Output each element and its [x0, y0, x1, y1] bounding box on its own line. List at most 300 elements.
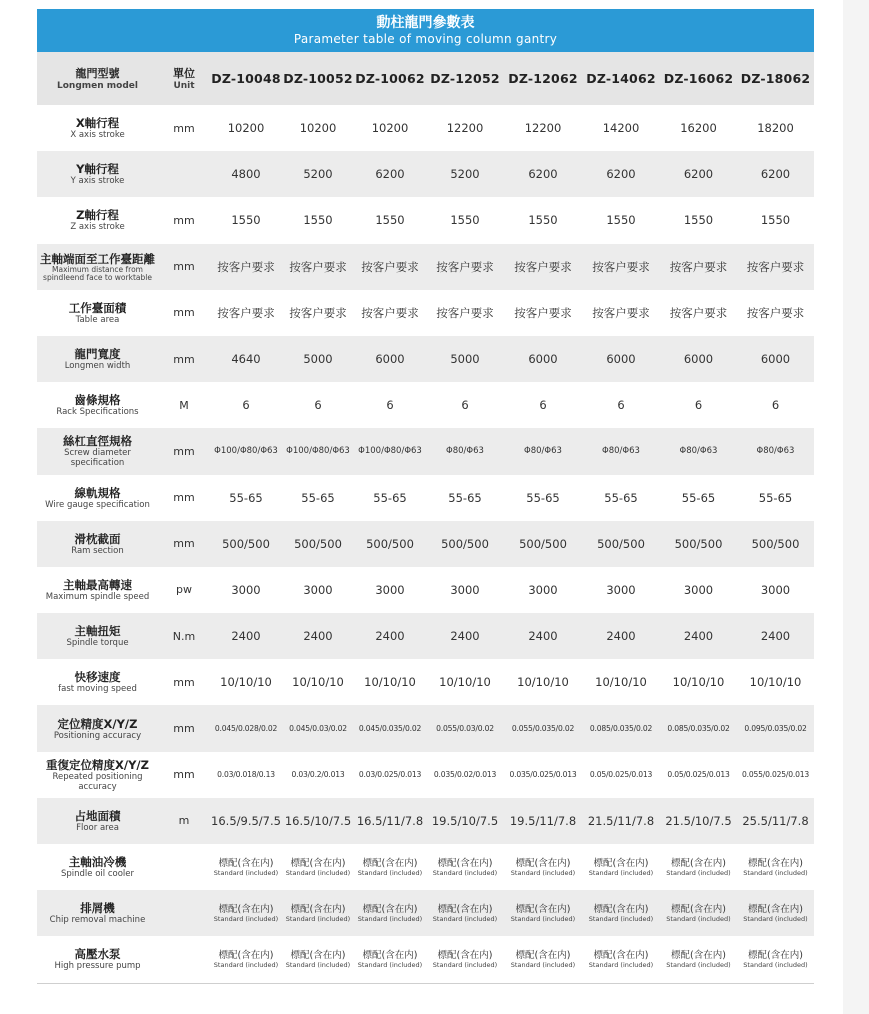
value-cell — [282, 890, 354, 936]
standard-label-zh: 標配(含在内) — [290, 857, 346, 869]
title-zh: 動柱龍門參數表 — [376, 15, 475, 31]
value-cell: 10/10/10 — [364, 675, 416, 690]
unit-cell: mm — [173, 675, 195, 689]
table-row — [37, 844, 814, 890]
value-cell: Φ80/Φ63 — [426, 428, 504, 474]
unit-cell — [158, 844, 210, 890]
param-label-zh: 定位精度X/Y/Z — [57, 716, 138, 731]
param-label-zh: 主軸最高轉速 — [63, 577, 132, 592]
value-cell: 16.5/9.5/7.5 — [210, 798, 282, 844]
table-row — [37, 197, 814, 243]
unit-cell: pw — [176, 583, 192, 597]
model-header: DZ-10048 — [210, 52, 282, 105]
value-cell: 5000 — [426, 336, 504, 382]
value-cell — [354, 844, 426, 890]
standard-label-en: Standard (included) — [213, 914, 279, 923]
standard-label-zh: 標配(含在内) — [593, 857, 649, 869]
value-cell: 1550 — [760, 213, 791, 228]
param-label-en: Spindle oil cooler — [60, 869, 134, 880]
unit-cell: mm — [173, 121, 195, 135]
value-cell: 按客户要求 — [504, 244, 582, 290]
standard-label-zh: 標配(含在内) — [290, 903, 346, 915]
standard-label-zh: 標配(含在内) — [748, 949, 803, 961]
value-cell: 0.05/0.025/0.013 — [589, 770, 653, 780]
standard-label-zh: 標配(含在内) — [218, 857, 274, 869]
param-label-zh: 齒條規格 — [74, 393, 121, 408]
value-cell: 10/10/10 — [292, 675, 344, 690]
value-cell — [660, 890, 737, 936]
unit-cell: mm — [158, 244, 210, 290]
value-cell: 6200 — [737, 151, 814, 197]
standard-label-zh: 標配(含在内) — [218, 903, 274, 915]
value-cell — [660, 936, 737, 982]
value-cell: 1550 — [528, 213, 558, 228]
param-cell — [37, 936, 158, 982]
value-cell: 500/500 — [660, 521, 737, 567]
value-cell: 0.095/0.035/0.02 — [737, 705, 814, 751]
value-cell: Φ100/Φ80/Φ63 — [354, 428, 426, 474]
value-cell: 6000 — [354, 336, 426, 382]
param-cell — [37, 105, 158, 151]
param-label-en: Rack Specifications — [56, 407, 139, 418]
value-cell: 500/500 — [737, 521, 814, 567]
param-label-en: Chip removal machine — [49, 915, 146, 926]
unit-header-en: Unit — [173, 80, 195, 91]
standard-label-en: Standard (included) — [432, 914, 498, 923]
param-cell — [37, 567, 158, 613]
param-header-en: Longmen model — [57, 80, 138, 91]
value-cell: 6200 — [582, 151, 660, 197]
unit-cell — [158, 151, 210, 197]
table-row — [37, 290, 814, 336]
standard-label-zh: 標配(含在内) — [437, 857, 493, 869]
value-cell: 55-65 — [301, 490, 335, 505]
value-cell: 500/500 — [582, 521, 660, 567]
title-en: Parameter table of moving column gantry — [293, 32, 558, 46]
model-header: DZ-18062 — [737, 52, 814, 105]
unit-cell — [158, 936, 210, 982]
standard-label-zh: 標配(含在内) — [218, 949, 274, 961]
value-cell — [660, 844, 737, 890]
param-label-zh: Y軸行程 — [76, 162, 119, 177]
standard-label-zh: 標配(含在内) — [362, 949, 418, 961]
param-label-zh: 快移速度 — [74, 670, 121, 685]
standard-label-zh: 標配(含在内) — [748, 903, 803, 915]
value-cell: Φ100/Φ80/Φ63 — [210, 428, 282, 474]
value-cell — [210, 890, 282, 936]
standard-label-en: Standard (included) — [666, 914, 731, 923]
value-cell: 55-65 — [604, 490, 638, 505]
param-label-zh: 排屑機 — [80, 901, 115, 916]
value-cell: 55-65 — [448, 490, 482, 505]
model-header: DZ-16062 — [660, 52, 737, 105]
standard-label-en: Standard (included) — [743, 914, 808, 923]
param-cell — [37, 475, 158, 521]
standard-label-en: Standard (included) — [510, 868, 576, 877]
value-cell: Φ80/Φ63 — [660, 428, 737, 474]
table-row — [37, 382, 814, 428]
value-cell: 10200 — [227, 121, 265, 136]
param-cell — [37, 844, 158, 890]
unit-cell: mm — [158, 428, 210, 474]
value-cell: 16.5/11/7.8 — [354, 798, 426, 844]
standard-label-en: Standard (included) — [666, 960, 731, 969]
value-cell: 3000 — [450, 582, 480, 597]
value-cell: 6200 — [660, 151, 737, 197]
param-label-en: Table area — [75, 314, 120, 325]
value-cell: 3000 — [375, 582, 405, 597]
standard-label-en: Standard (included) — [357, 914, 423, 923]
value-cell: 55-65 — [526, 490, 560, 505]
header-row — [37, 52, 814, 105]
standard-label-en: Standard (included) — [743, 960, 808, 969]
value-cell: 500/500 — [354, 521, 426, 567]
value-cell: 10/10/10 — [749, 675, 802, 690]
value-cell: 3000 — [760, 582, 791, 597]
value-cell — [582, 890, 660, 936]
value-cell — [426, 890, 504, 936]
value-cell: 18200 — [757, 121, 794, 136]
standard-label-zh: 標配(含在内) — [362, 903, 418, 915]
param-label-en: Maximum spindle speed — [45, 591, 150, 602]
value-cell: 按客户要求 — [426, 244, 504, 290]
value-cell: 0.055/0.03/0.02 — [426, 705, 504, 751]
value-cell: 500/500 — [426, 521, 504, 567]
standard-label-en: Standard (included) — [357, 960, 423, 969]
value-cell — [737, 890, 814, 936]
param-label-en: Ram section — [71, 545, 124, 556]
value-cell: 2400 — [210, 613, 282, 659]
param-cell — [37, 798, 158, 844]
standard-label-zh: 標配(含在内) — [515, 857, 571, 869]
value-cell: 0.03/0.018/0.13 — [217, 770, 275, 780]
standard-label-zh: 標配(含在内) — [362, 857, 418, 869]
value-cell — [354, 936, 426, 982]
value-cell: 1550 — [606, 213, 636, 228]
table-bottom-rule — [37, 983, 814, 984]
value-cell: 6000 — [582, 336, 660, 382]
value-cell: 按客户要求 — [660, 244, 737, 290]
table-row — [37, 521, 814, 567]
param-label-zh: 龍門寬度 — [74, 347, 121, 362]
value-cell — [210, 936, 282, 982]
standard-label-en: Standard (included) — [743, 868, 808, 877]
value-cell — [426, 936, 504, 982]
value-cell: 0.035/0.025/0.013 — [509, 770, 577, 780]
value-cell: 0.03/0.025/0.013 — [358, 770, 422, 780]
model-header: DZ-10052 — [282, 52, 354, 105]
value-cell: 6 — [539, 398, 547, 413]
value-cell: 0.045/0.03/0.02 — [282, 705, 354, 751]
value-cell: 2400 — [737, 613, 814, 659]
param-cell — [37, 890, 158, 936]
value-cell: 1550 — [683, 213, 714, 228]
table-row — [37, 798, 814, 844]
value-cell — [737, 844, 814, 890]
value-cell: 0.045/0.035/0.02 — [354, 705, 426, 751]
value-cell: 按客户要求 — [737, 244, 814, 290]
param-label-zh: 主軸扭矩 — [74, 624, 121, 639]
param-label-en: Z axis stroke — [70, 222, 125, 233]
standard-label-zh: 標配(含在内) — [671, 857, 726, 869]
param-cell — [37, 382, 158, 428]
standard-label-en: Standard (included) — [432, 868, 498, 877]
param-label-zh: 占地面積 — [74, 808, 121, 823]
value-cell: 6000 — [504, 336, 582, 382]
standard-label-zh: 標配(含在内) — [437, 903, 493, 915]
param-label-en: Longmen width — [64, 361, 131, 372]
unit-cell — [158, 890, 210, 936]
unit-header-zh: 單位 — [173, 66, 195, 80]
value-cell: 6 — [314, 398, 322, 413]
value-cell: 0.085/0.035/0.02 — [660, 705, 737, 751]
table-row — [37, 428, 814, 474]
value-cell: 55-65 — [758, 490, 793, 505]
param-label-en: Spindle torque — [66, 638, 129, 649]
value-cell: 12200 — [524, 121, 562, 136]
value-cell: 6000 — [660, 336, 737, 382]
value-cell: 4800 — [210, 151, 282, 197]
table-row — [37, 613, 814, 659]
value-cell — [582, 844, 660, 890]
value-cell: 14200 — [602, 121, 640, 136]
value-cell: 6200 — [504, 151, 582, 197]
unit-cell: mm — [173, 306, 195, 320]
table-row — [37, 567, 814, 613]
spec-table — [37, 52, 814, 983]
value-cell: 12200 — [446, 121, 484, 136]
value-cell — [354, 890, 426, 936]
standard-label-zh: 標配(含在内) — [671, 903, 726, 915]
value-cell: Φ80/Φ63 — [582, 428, 660, 474]
value-cell: 1550 — [450, 213, 480, 228]
value-cell: 10/10/10 — [517, 675, 569, 690]
value-cell: 6 — [694, 398, 703, 413]
param-cell — [37, 290, 158, 336]
value-cell: 2400 — [354, 613, 426, 659]
param-header-zh: 龍門型號 — [75, 66, 120, 80]
param-cell — [37, 613, 158, 659]
param-cell — [37, 659, 158, 705]
param-cell — [37, 336, 158, 382]
table-body — [37, 52, 814, 983]
value-cell: 10200 — [371, 121, 409, 136]
model-header: DZ-10062 — [354, 52, 426, 105]
param-label-en: Wire gauge specification — [45, 499, 150, 510]
value-cell: 5000 — [282, 336, 354, 382]
standard-label-en: Standard (included) — [285, 960, 351, 969]
param-label-en: Repeated positioning accuracy — [52, 771, 143, 792]
value-cell: 6 — [617, 398, 625, 413]
value-cell: 按客户要求 — [582, 244, 660, 290]
param-label-en: fast moving speed — [58, 684, 137, 695]
value-cell: 19.5/11/7.8 — [504, 798, 582, 844]
table-row — [37, 659, 814, 705]
standard-label-zh: 標配(含在内) — [593, 949, 649, 961]
value-cell: 按客户要求 — [669, 305, 728, 320]
value-cell: 19.5/10/7.5 — [426, 798, 504, 844]
value-cell: 21.5/10/7.5 — [660, 798, 737, 844]
standard-label-en: Standard (included) — [666, 868, 731, 877]
value-cell: 10/10/10 — [595, 675, 647, 690]
standard-label-en: Standard (included) — [357, 868, 423, 877]
standard-label-zh: 標配(含在内) — [671, 949, 726, 961]
value-cell: 0.03/0.2/0.013 — [291, 770, 345, 780]
value-cell: 按客户要求 — [354, 244, 426, 290]
param-label-zh: 主軸端面至工作臺距離 — [40, 251, 155, 266]
param-label-zh: 主軸油冷機 — [68, 855, 127, 870]
param-cell — [37, 428, 158, 474]
value-cell: 16.5/10/7.5 — [282, 798, 354, 844]
standard-label-zh: 標配(含在内) — [515, 903, 571, 915]
standard-label-zh: 標配(含在内) — [290, 949, 346, 961]
unit-cell: N.m — [158, 613, 210, 659]
param-label-en: Floor area — [76, 822, 119, 833]
value-cell: 按客户要求 — [289, 305, 347, 320]
param-cell — [37, 151, 158, 197]
value-cell: 500/500 — [504, 521, 582, 567]
param-label-en: X axis stroke — [70, 130, 125, 141]
unit-cell: m — [158, 798, 210, 844]
param-cell — [37, 244, 158, 290]
table-row — [37, 890, 814, 936]
value-cell: 按客户要求 — [514, 305, 572, 320]
model-header: DZ-12062 — [504, 52, 582, 105]
param-header — [37, 52, 158, 105]
value-cell: 6000 — [737, 336, 814, 382]
param-label-en: Maximum distance from spindleend face to worktable — [43, 264, 152, 282]
value-cell: 55-65 — [681, 490, 716, 505]
value-cell: 按客户要求 — [210, 244, 282, 290]
standard-label-en: Standard (included) — [213, 960, 279, 969]
value-cell: 4640 — [210, 336, 282, 382]
value-cell: 3000 — [606, 582, 636, 597]
value-cell: 6 — [242, 398, 250, 413]
param-label-zh: 工作臺面積 — [68, 300, 127, 315]
model-header: DZ-14062 — [582, 52, 660, 105]
unit-cell: mm — [173, 491, 195, 505]
model-header: DZ-12052 — [426, 52, 504, 105]
standard-label-zh: 標配(含在内) — [437, 949, 493, 961]
value-cell: 2400 — [426, 613, 504, 659]
value-cell: 按客户要求 — [746, 305, 805, 320]
value-cell: 10200 — [299, 121, 337, 136]
param-cell — [37, 521, 158, 567]
standard-label-en: Standard (included) — [510, 960, 576, 969]
value-cell: 3000 — [231, 582, 261, 597]
standard-label-en: Standard (included) — [588, 914, 654, 923]
value-cell — [282, 844, 354, 890]
value-cell: 按客户要求 — [436, 305, 494, 320]
param-label-en: Positioning accuracy — [53, 730, 142, 741]
value-cell: 5200 — [426, 151, 504, 197]
value-cell: 2400 — [282, 613, 354, 659]
value-cell: 0.045/0.028/0.02 — [210, 705, 282, 751]
value-cell: 16200 — [680, 121, 717, 136]
value-cell: 0.035/0.02/0.013 — [433, 770, 497, 780]
param-label-zh: 線軌規格 — [74, 485, 121, 500]
value-cell — [582, 936, 660, 982]
value-cell: 0.055/0.025/0.013 — [742, 770, 809, 780]
value-cell: 21.5/11/7.8 — [582, 798, 660, 844]
value-cell: 6 — [386, 398, 394, 413]
value-cell: 3000 — [303, 582, 333, 597]
table-row — [37, 705, 814, 751]
table-row — [37, 936, 814, 982]
param-label-zh: 重復定位精度X/Y/Z — [46, 757, 149, 772]
standard-label-en: Standard (included) — [285, 914, 351, 923]
value-cell: 按客户要求 — [361, 305, 419, 320]
value-cell — [504, 890, 582, 936]
value-cell: 55-65 — [373, 490, 407, 505]
param-label-en: High pressure pump — [54, 961, 141, 972]
unit-cell: mm — [158, 705, 210, 751]
value-cell: 6 — [461, 398, 469, 413]
standard-label-en: Standard (included) — [510, 914, 576, 923]
value-cell: 3000 — [683, 582, 714, 597]
value-cell: 2400 — [660, 613, 737, 659]
value-cell: 10/10/10 — [439, 675, 491, 690]
param-cell — [37, 197, 158, 243]
unit-cell: mm — [173, 768, 195, 782]
value-cell: 5200 — [282, 151, 354, 197]
value-cell: Φ80/Φ63 — [737, 428, 814, 474]
value-cell — [426, 844, 504, 890]
value-cell: 0.05/0.025/0.013 — [667, 770, 730, 780]
value-cell — [210, 844, 282, 890]
value-cell: 2400 — [582, 613, 660, 659]
table-row — [37, 105, 814, 151]
standard-label-zh: 標配(含在内) — [748, 857, 803, 869]
table-row — [37, 244, 814, 290]
value-cell: 1550 — [231, 213, 261, 228]
unit-cell: mm — [173, 213, 195, 227]
param-label-zh: X軸行程 — [75, 116, 120, 131]
standard-label-en: Standard (included) — [285, 868, 351, 877]
table-row — [37, 151, 814, 197]
unit-cell: M — [179, 398, 189, 412]
value-cell: Φ80/Φ63 — [504, 428, 582, 474]
table-row — [37, 475, 814, 521]
unit-cell: mm — [158, 336, 210, 382]
value-cell: 55-65 — [229, 490, 263, 505]
param-label-en: Screw diameter specification — [64, 448, 131, 469]
standard-label-zh: 標配(含在内) — [515, 949, 571, 961]
value-cell: 500/500 — [210, 521, 282, 567]
param-label-zh: 滑枕截面 — [74, 531, 121, 546]
value-cell: 0.085/0.035/0.02 — [582, 705, 660, 751]
value-cell: 按客户要求 — [592, 305, 650, 320]
value-cell: 1550 — [303, 213, 333, 228]
value-cell: 6 — [771, 398, 780, 413]
param-label-zh: Z軸行程 — [76, 208, 119, 223]
value-cell — [504, 844, 582, 890]
parameter-sheet — [37, 9, 814, 984]
standard-label-zh: 標配(含在内) — [593, 903, 649, 915]
param-cell — [37, 705, 158, 751]
param-cell — [37, 752, 158, 798]
standard-label-en: Standard (included) — [213, 868, 279, 877]
standard-label-en: Standard (included) — [588, 960, 654, 969]
value-cell: 2400 — [504, 613, 582, 659]
value-cell: 500/500 — [282, 521, 354, 567]
value-cell: 6200 — [354, 151, 426, 197]
standard-label-en: Standard (included) — [588, 868, 654, 877]
param-label-zh: 高壓水泵 — [74, 947, 121, 962]
value-cell — [737, 936, 814, 982]
table-row — [37, 336, 814, 382]
value-cell: 10/10/10 — [220, 675, 272, 690]
